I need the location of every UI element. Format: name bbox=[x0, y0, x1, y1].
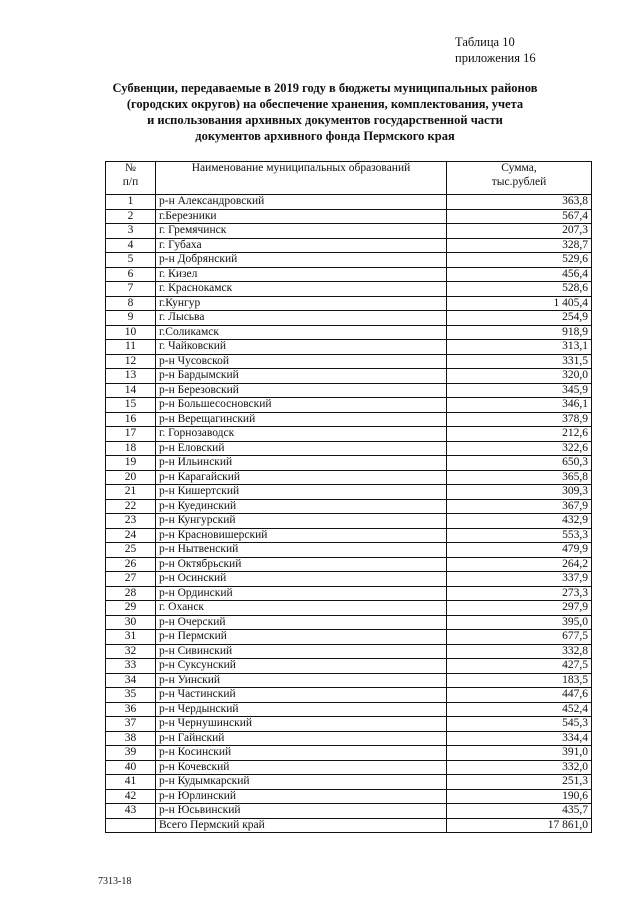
total-label: Всего Пермский край bbox=[156, 818, 447, 833]
total-number-cell bbox=[106, 818, 156, 833]
row-number: 43 bbox=[106, 804, 156, 819]
row-number: 31 bbox=[106, 630, 156, 645]
table-row bbox=[106, 528, 592, 543]
row-name: р-н Большесосновский bbox=[156, 398, 447, 413]
row-sum: 677,5 bbox=[447, 630, 592, 645]
row-number: 5 bbox=[106, 253, 156, 268]
table-row bbox=[106, 195, 592, 210]
row-name: г. Чайковский bbox=[156, 340, 447, 355]
row-number: 18 bbox=[106, 441, 156, 456]
table-row bbox=[106, 296, 592, 311]
header-number: № п/п bbox=[106, 162, 156, 195]
row-sum: 322,6 bbox=[447, 441, 592, 456]
table-row bbox=[106, 224, 592, 239]
row-number: 34 bbox=[106, 673, 156, 688]
row-number: 27 bbox=[106, 572, 156, 587]
row-number: 11 bbox=[106, 340, 156, 355]
row-sum: 190,6 bbox=[447, 789, 592, 804]
row-sum: 378,9 bbox=[447, 412, 592, 427]
row-name: р-н Ординский bbox=[156, 586, 447, 601]
row-number: 13 bbox=[106, 369, 156, 384]
table-row bbox=[106, 325, 592, 340]
row-number: 28 bbox=[106, 586, 156, 601]
row-sum: 918,9 bbox=[447, 325, 592, 340]
row-number: 9 bbox=[106, 311, 156, 326]
header-sum: Сумма, тыс.рублей bbox=[447, 162, 592, 195]
row-sum: 1 405,4 bbox=[447, 296, 592, 311]
row-number: 17 bbox=[106, 427, 156, 442]
row-sum: 332,8 bbox=[447, 644, 592, 659]
table-row bbox=[106, 412, 592, 427]
row-name: г. Гремячинск bbox=[156, 224, 447, 239]
table-row bbox=[106, 731, 592, 746]
appendix-number: приложения 16 bbox=[455, 51, 536, 65]
row-name: г. Губаха bbox=[156, 238, 447, 253]
table-row bbox=[106, 267, 592, 282]
table-row bbox=[106, 746, 592, 761]
row-sum: 435,7 bbox=[447, 804, 592, 819]
row-name: р-н Александровский bbox=[156, 195, 447, 210]
total-row bbox=[106, 818, 592, 833]
row-name: р-н Ильинский bbox=[156, 456, 447, 471]
row-name: р-н Октябрьский bbox=[156, 557, 447, 572]
table-row bbox=[106, 209, 592, 224]
row-name: р-н Чернушинский bbox=[156, 717, 447, 732]
table-row bbox=[106, 253, 592, 268]
row-number: 21 bbox=[106, 485, 156, 500]
row-sum: 313,1 bbox=[447, 340, 592, 355]
row-sum: 456,4 bbox=[447, 267, 592, 282]
row-name: р-н Частинский bbox=[156, 688, 447, 703]
title-line: (городских округов) на обеспечение хранения, комплектования, учета bbox=[126, 97, 524, 111]
row-name: р-н Кочевский bbox=[156, 760, 447, 775]
row-sum: 309,3 bbox=[447, 485, 592, 500]
row-number: 42 bbox=[106, 789, 156, 804]
row-number: 30 bbox=[106, 615, 156, 630]
row-number: 6 bbox=[106, 267, 156, 282]
row-number: 14 bbox=[106, 383, 156, 398]
row-number: 2 bbox=[106, 209, 156, 224]
row-sum: 254,9 bbox=[447, 311, 592, 326]
table-row bbox=[106, 485, 592, 500]
table-number: Таблица 10 bbox=[455, 35, 515, 49]
row-sum: 427,5 bbox=[447, 659, 592, 674]
document-code: 7313-18 bbox=[98, 876, 132, 887]
header-name: Наименование муниципальных образований bbox=[156, 162, 447, 195]
row-number: 20 bbox=[106, 470, 156, 485]
row-number: 38 bbox=[106, 731, 156, 746]
row-sum: 328,7 bbox=[447, 238, 592, 253]
table-number-note bbox=[455, 34, 536, 66]
row-sum: 391,0 bbox=[447, 746, 592, 761]
row-name: р-н Еловский bbox=[156, 441, 447, 456]
row-name: г. Кизел bbox=[156, 267, 447, 282]
title-line: Субвенции, передаваемые в 2019 году в бюджеты муниципальных районов bbox=[112, 81, 538, 95]
row-sum: 529,6 bbox=[447, 253, 592, 268]
row-name: р-н Бардымский bbox=[156, 369, 447, 384]
table-row bbox=[106, 644, 592, 659]
table-row bbox=[106, 441, 592, 456]
table-row bbox=[106, 804, 592, 819]
row-sum: 553,3 bbox=[447, 528, 592, 543]
row-number: 24 bbox=[106, 528, 156, 543]
table-row bbox=[106, 238, 592, 253]
row-name: р-н Березовский bbox=[156, 383, 447, 398]
row-number: 8 bbox=[106, 296, 156, 311]
subsidies-table bbox=[105, 161, 592, 833]
row-name: р-н Красновишерский bbox=[156, 528, 447, 543]
table-header-row bbox=[106, 162, 592, 195]
row-sum: 650,3 bbox=[447, 456, 592, 471]
row-number: 1 bbox=[106, 195, 156, 210]
row-number: 23 bbox=[106, 514, 156, 529]
row-number: 33 bbox=[106, 659, 156, 674]
table-row bbox=[106, 601, 592, 616]
table-row bbox=[106, 557, 592, 572]
table-row bbox=[106, 514, 592, 529]
row-name: р-н Кудымкарский bbox=[156, 775, 447, 790]
row-name: р-н Нытвенский bbox=[156, 543, 447, 558]
table-row bbox=[106, 760, 592, 775]
row-name: г. Краснокамск bbox=[156, 282, 447, 297]
row-name: р-н Чусовской bbox=[156, 354, 447, 369]
row-name: р-н Кунгурский bbox=[156, 514, 447, 529]
row-sum: 273,3 bbox=[447, 586, 592, 601]
row-sum: 452,4 bbox=[447, 702, 592, 717]
row-name: р-н Кишертский bbox=[156, 485, 447, 500]
row-number: 15 bbox=[106, 398, 156, 413]
row-number: 16 bbox=[106, 412, 156, 427]
row-sum: 207,3 bbox=[447, 224, 592, 239]
row-name: р-н Осинский bbox=[156, 572, 447, 587]
table-row bbox=[106, 340, 592, 355]
table-row bbox=[106, 311, 592, 326]
row-name: г. Горнозаводск bbox=[156, 427, 447, 442]
table-row bbox=[106, 688, 592, 703]
row-name: г.Соликамск bbox=[156, 325, 447, 340]
table-row bbox=[106, 630, 592, 645]
row-sum: 567,4 bbox=[447, 209, 592, 224]
row-name: р-н Сивинский bbox=[156, 644, 447, 659]
row-sum: 432,9 bbox=[447, 514, 592, 529]
total-sum: 17 861,0 bbox=[447, 818, 592, 833]
row-sum: 320,0 bbox=[447, 369, 592, 384]
table-row bbox=[106, 543, 592, 558]
document-title bbox=[95, 80, 555, 144]
table-row bbox=[106, 499, 592, 514]
row-sum: 337,9 bbox=[447, 572, 592, 587]
row-number: 32 bbox=[106, 644, 156, 659]
row-number: 35 bbox=[106, 688, 156, 703]
table-row bbox=[106, 456, 592, 471]
table-row bbox=[106, 586, 592, 601]
row-sum: 183,5 bbox=[447, 673, 592, 688]
row-sum: 331,5 bbox=[447, 354, 592, 369]
row-name: р-н Добрянский bbox=[156, 253, 447, 268]
row-sum: 264,2 bbox=[447, 557, 592, 572]
title-line: и использования архивных документов государственной части bbox=[147, 113, 503, 127]
row-sum: 395,0 bbox=[447, 615, 592, 630]
row-sum: 479,9 bbox=[447, 543, 592, 558]
row-sum: 345,9 bbox=[447, 383, 592, 398]
row-name: р-н Юрлинский bbox=[156, 789, 447, 804]
table-row bbox=[106, 282, 592, 297]
row-number: 22 bbox=[106, 499, 156, 514]
table-row bbox=[106, 398, 592, 413]
table-row bbox=[106, 659, 592, 674]
row-number: 41 bbox=[106, 775, 156, 790]
row-name: р-н Суксунский bbox=[156, 659, 447, 674]
row-name: г.Березники bbox=[156, 209, 447, 224]
row-name: р-н Уинский bbox=[156, 673, 447, 688]
row-sum: 334,4 bbox=[447, 731, 592, 746]
table-row bbox=[106, 354, 592, 369]
row-number: 10 bbox=[106, 325, 156, 340]
row-name: р-н Чердынский bbox=[156, 702, 447, 717]
row-number: 12 bbox=[106, 354, 156, 369]
row-name: р-н Куединский bbox=[156, 499, 447, 514]
row-name: г.Кунгур bbox=[156, 296, 447, 311]
table-row bbox=[106, 717, 592, 732]
table-row bbox=[106, 427, 592, 442]
row-sum: 297,9 bbox=[447, 601, 592, 616]
row-sum: 528,6 bbox=[447, 282, 592, 297]
row-name: р-н Пермский bbox=[156, 630, 447, 645]
table-row bbox=[106, 789, 592, 804]
row-name: р-н Очерский bbox=[156, 615, 447, 630]
table-row bbox=[106, 470, 592, 485]
table-row bbox=[106, 572, 592, 587]
row-sum: 363,8 bbox=[447, 195, 592, 210]
row-name: р-н Косинский bbox=[156, 746, 447, 761]
row-number: 25 bbox=[106, 543, 156, 558]
row-name: р-н Верещагинский bbox=[156, 412, 447, 427]
row-name: г. Лысьва bbox=[156, 311, 447, 326]
row-number: 7 bbox=[106, 282, 156, 297]
table-row bbox=[106, 775, 592, 790]
table-row bbox=[106, 702, 592, 717]
row-number: 36 bbox=[106, 702, 156, 717]
row-sum: 346,1 bbox=[447, 398, 592, 413]
row-name: р-н Карагайский bbox=[156, 470, 447, 485]
row-number: 29 bbox=[106, 601, 156, 616]
row-number: 37 bbox=[106, 717, 156, 732]
row-number: 3 bbox=[106, 224, 156, 239]
row-sum: 365,8 bbox=[447, 470, 592, 485]
row-sum: 332,0 bbox=[447, 760, 592, 775]
row-sum: 212,6 bbox=[447, 427, 592, 442]
row-number: 40 bbox=[106, 760, 156, 775]
row-sum: 447,6 bbox=[447, 688, 592, 703]
row-name: г. Оханск bbox=[156, 601, 447, 616]
row-number: 19 bbox=[106, 456, 156, 471]
table-row bbox=[106, 369, 592, 384]
row-name: р-н Юсьвинский bbox=[156, 804, 447, 819]
title-line: документов архивного фонда Пермского края bbox=[195, 129, 455, 143]
table-row bbox=[106, 615, 592, 630]
row-number: 39 bbox=[106, 746, 156, 761]
row-number: 26 bbox=[106, 557, 156, 572]
table-row bbox=[106, 383, 592, 398]
row-number: 4 bbox=[106, 238, 156, 253]
row-sum: 545,3 bbox=[447, 717, 592, 732]
row-sum: 251,3 bbox=[447, 775, 592, 790]
row-name: р-н Гайнский bbox=[156, 731, 447, 746]
row-sum: 367,9 bbox=[447, 499, 592, 514]
table-row bbox=[106, 673, 592, 688]
